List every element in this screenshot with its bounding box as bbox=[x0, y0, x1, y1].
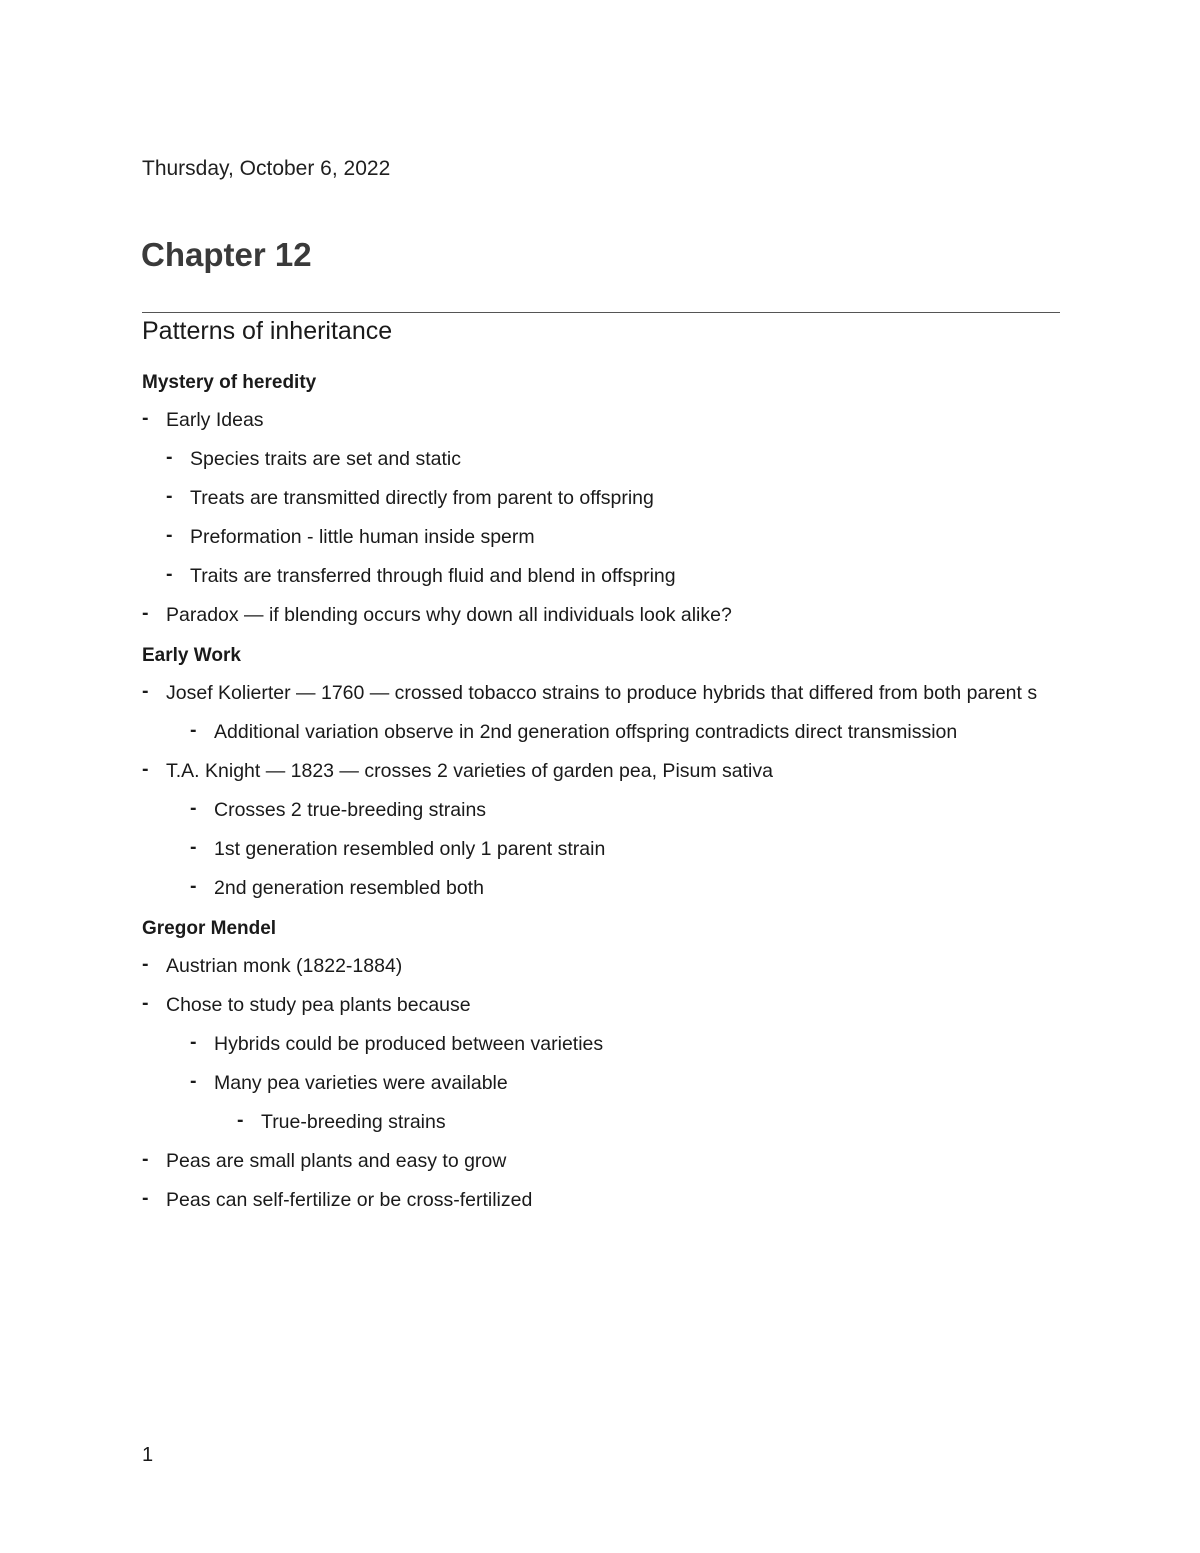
bullet-dash-icon: - bbox=[190, 1070, 197, 1092]
list-item-text: Many pea varieties were available bbox=[214, 1072, 508, 1094]
list-item bbox=[166, 486, 1072, 525]
title-divider bbox=[142, 312, 1060, 313]
list-item bbox=[166, 447, 1072, 486]
bullet-dash-icon: - bbox=[142, 680, 149, 702]
bullet-dash-icon: - bbox=[142, 758, 149, 780]
bullet-dash-icon: - bbox=[142, 953, 149, 975]
list-item bbox=[190, 837, 1072, 876]
notes-body bbox=[142, 369, 1072, 1227]
list-item-text: Early Ideas bbox=[166, 409, 264, 431]
list-item bbox=[142, 603, 1072, 642]
bullet-dash-icon: - bbox=[237, 1109, 244, 1131]
list-item-text: Traits are transferred through fluid and blend in offspring bbox=[190, 565, 676, 587]
bullet-dash-icon: - bbox=[190, 1031, 197, 1053]
list-item bbox=[142, 759, 1072, 798]
page-number: 1 bbox=[142, 1444, 154, 1466]
list-item bbox=[190, 798, 1072, 837]
note-date: Thursday, October 6, 2022 bbox=[142, 157, 391, 180]
bullet-dash-icon: - bbox=[142, 407, 149, 429]
list-item-text: 1st generation resembled only 1 parent strain bbox=[214, 838, 606, 860]
list-item-text: Paradox — if blending occurs why down all individuals look alike? bbox=[166, 604, 732, 626]
bullet-dash-icon: - bbox=[190, 875, 197, 897]
bullet-dash-icon: - bbox=[142, 1148, 149, 1170]
list-item-text: Treats are transmitted directly from parent to offspring bbox=[190, 487, 654, 509]
list-item-text: Peas are small plants and easy to grow bbox=[166, 1150, 507, 1172]
bullet-dash-icon: - bbox=[190, 836, 197, 858]
list-item-text: Josef Kolierter — 1760 — crossed tobacco strains to produce hybrids that differed from both parent s bbox=[166, 682, 1038, 704]
list-item-text: Peas can self-fertilize or be cross-fertilized bbox=[166, 1189, 533, 1211]
bullet-dash-icon: - bbox=[190, 719, 197, 741]
list-item-text: T.A. Knight — 1823 — crosses 2 varieties of garden pea, Pisum sativa bbox=[166, 760, 773, 782]
bullet-dash-icon: - bbox=[166, 524, 173, 546]
list-item bbox=[190, 720, 1072, 759]
list-item bbox=[142, 993, 1072, 1032]
list-item-text: Austrian monk (1822-1884) bbox=[166, 955, 403, 977]
list-item bbox=[190, 1032, 1072, 1071]
list-item bbox=[237, 1110, 1072, 1149]
list-item bbox=[166, 525, 1072, 564]
list-item bbox=[142, 954, 1072, 993]
bullet-dash-icon: - bbox=[142, 1187, 149, 1209]
list-item bbox=[142, 1149, 1072, 1188]
list-item-text: Additional variation observe in 2nd generation offspring contradicts direct transmission bbox=[214, 721, 958, 743]
list-item-text: 2nd generation resembled both bbox=[214, 877, 484, 899]
list-item-text: Preformation - little human inside sperm bbox=[190, 526, 535, 548]
bullet-dash-icon: - bbox=[166, 563, 173, 585]
list-item bbox=[142, 681, 1072, 720]
page-subtitle: Patterns of inheritance bbox=[142, 317, 393, 345]
chapter-title: Chapter 12 bbox=[141, 236, 312, 273]
list-item-text: Crosses 2 true-breeding strains bbox=[214, 799, 487, 821]
bullet-dash-icon: - bbox=[142, 992, 149, 1014]
list-item bbox=[142, 408, 1072, 447]
list-item-text: True-breeding strains bbox=[261, 1111, 446, 1133]
list-item bbox=[190, 1071, 1072, 1110]
bullet-dash-icon: - bbox=[166, 446, 173, 468]
section-heading: Mystery of heredity bbox=[142, 372, 317, 393]
list-item-text: Chose to study pea plants because bbox=[166, 994, 471, 1016]
bullet-dash-icon: - bbox=[142, 602, 149, 624]
list-item-text: Species traits are set and static bbox=[190, 448, 461, 470]
list-item-text: Hybrids could be produced between varieties bbox=[214, 1033, 604, 1055]
bullet-dash-icon: - bbox=[190, 797, 197, 819]
list-item bbox=[142, 1188, 1072, 1227]
section-heading: Early Work bbox=[142, 645, 241, 666]
section-heading: Gregor Mendel bbox=[142, 918, 277, 939]
list-item bbox=[190, 876, 1072, 915]
list-item bbox=[166, 564, 1072, 603]
bullet-dash-icon: - bbox=[166, 485, 173, 507]
